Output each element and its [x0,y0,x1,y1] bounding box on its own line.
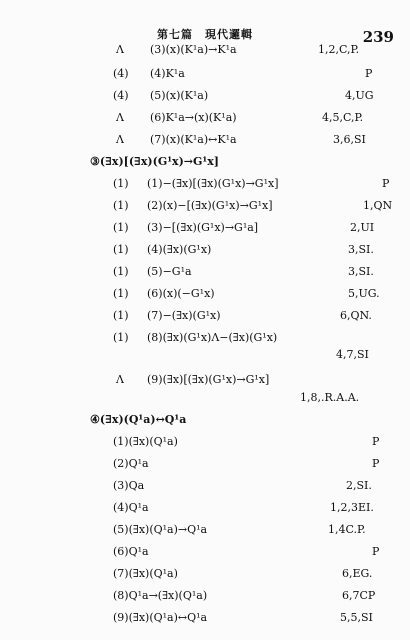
formula: (8)(∃x)(G¹x)Λ−(∃x)(G¹x) [147,331,278,344]
proof-line [0,176,410,192]
formula: (7)(x)(K¹a)↔K¹a [150,133,237,146]
proof-line [0,220,410,236]
justification: P [372,435,380,448]
formula: (9)(∃x)(Q¹a)↔Q¹a [113,611,208,624]
theorem-heading: ④(∃x)(Q¹a)↔Q¹a [90,413,187,426]
justification: 5,UG. [348,287,380,300]
dependency: (4) [113,67,129,80]
formula: (1)−(∃x)[(∃x)(G¹x)→G¹x] [147,177,279,190]
justification: 2,SI. [346,479,372,492]
formula: (2)(x)−[(∃x)(G¹x)→G¹x] [147,199,273,212]
formula: (7)−(∃x)(G¹x) [147,309,221,322]
proof-line [0,132,410,148]
dependency: Λ [116,111,124,124]
justification: 3,6,SI [333,133,366,146]
dependency: (1) [113,177,129,190]
formula: (3)Qa [113,479,145,492]
formula: (4)K¹a [150,67,185,80]
proof-line [0,434,410,450]
proof-line [0,198,410,214]
proof-line [0,372,410,404]
proof-line [0,110,410,126]
dependency: (1) [113,265,129,278]
proof-line [0,264,410,280]
formula: (3)−[(∃x)(G¹x)→G¹a] [147,221,259,234]
formula: (2)Q¹a [113,457,149,470]
justification: P [372,545,380,558]
proof-line [0,500,410,516]
dependency: (1) [113,243,129,256]
formula: (9)(∃x)[(∃x)(G¹x)→G¹x] [147,373,270,386]
proof-line [0,286,410,302]
formula: (3)(x)(K¹a)→K¹a [150,43,237,56]
formula: (8)Q¹a→(∃x)(Q¹a) [113,589,208,602]
proof-line [0,330,410,361]
dependency: Λ [116,373,124,386]
proof-line [0,42,410,58]
proof-line [0,478,410,494]
justification: 1,2,C,P. [318,43,360,56]
proof-line [0,522,410,538]
proof-line [0,308,410,324]
formula: (4)Q¹a [113,501,149,514]
justification: 4,UG [345,89,374,102]
justification: 1,4C.P. [328,523,366,536]
justification: 1,2,3EI. [330,501,374,514]
justification: 3,SI. [348,265,374,278]
formula: (5)(x)(K¹a) [150,89,209,102]
proof-line [0,88,410,104]
justification: 1,8,.R.A.A. [300,391,360,404]
justification: P [372,457,380,470]
formula: (6)K¹a→(x)(K¹a) [150,111,237,124]
theorem-heading: ③(∃x)[(∃x)(G¹x)→G¹x] [90,155,220,168]
proof-line [0,242,410,258]
proof-line [0,566,410,582]
formula: (7)(∃x)(Q¹a) [113,567,178,580]
justification: 2,UI [350,221,375,234]
formula: (5)−G¹a [147,265,192,278]
dependency: (1) [113,287,129,300]
justification: 6,EG. [342,567,373,580]
proof-line [0,588,410,604]
justification: 5,5,SI [340,611,373,624]
proof-line [0,66,410,82]
formula: (6)Q¹a [113,545,149,558]
dependency: (1) [113,331,129,344]
dependency: (1) [113,221,129,234]
justification: 6,7CP [342,589,376,602]
proof-line [0,610,410,626]
proof-line [0,456,410,472]
page-number: 239 [362,28,394,46]
formula: (5)(∃x)(Q¹a)→Q¹a [113,523,208,536]
justification: 1,QN [363,199,393,212]
dependency: (1) [113,309,129,322]
proof-line [0,544,410,560]
justification: P [382,177,390,190]
dependency: (1) [113,199,129,212]
dependency: Λ [116,133,124,146]
formula: (1)(∃x)(Q¹a) [113,435,178,448]
justification: 6,QN. [340,309,372,322]
justification: 4,7,SI [336,348,369,361]
justification: 3,SI. [348,243,374,256]
formula: (4)(∃x)(G¹x) [147,243,212,256]
formula: (6)(x)(−G¹x) [147,287,215,300]
dependency: (4) [113,89,129,102]
justification: 4,5,C,P. [322,111,364,124]
dependency: Λ [116,43,124,56]
chapter-title: 第七篇 現代邏輯 [157,28,253,41]
justification: P [365,67,373,80]
